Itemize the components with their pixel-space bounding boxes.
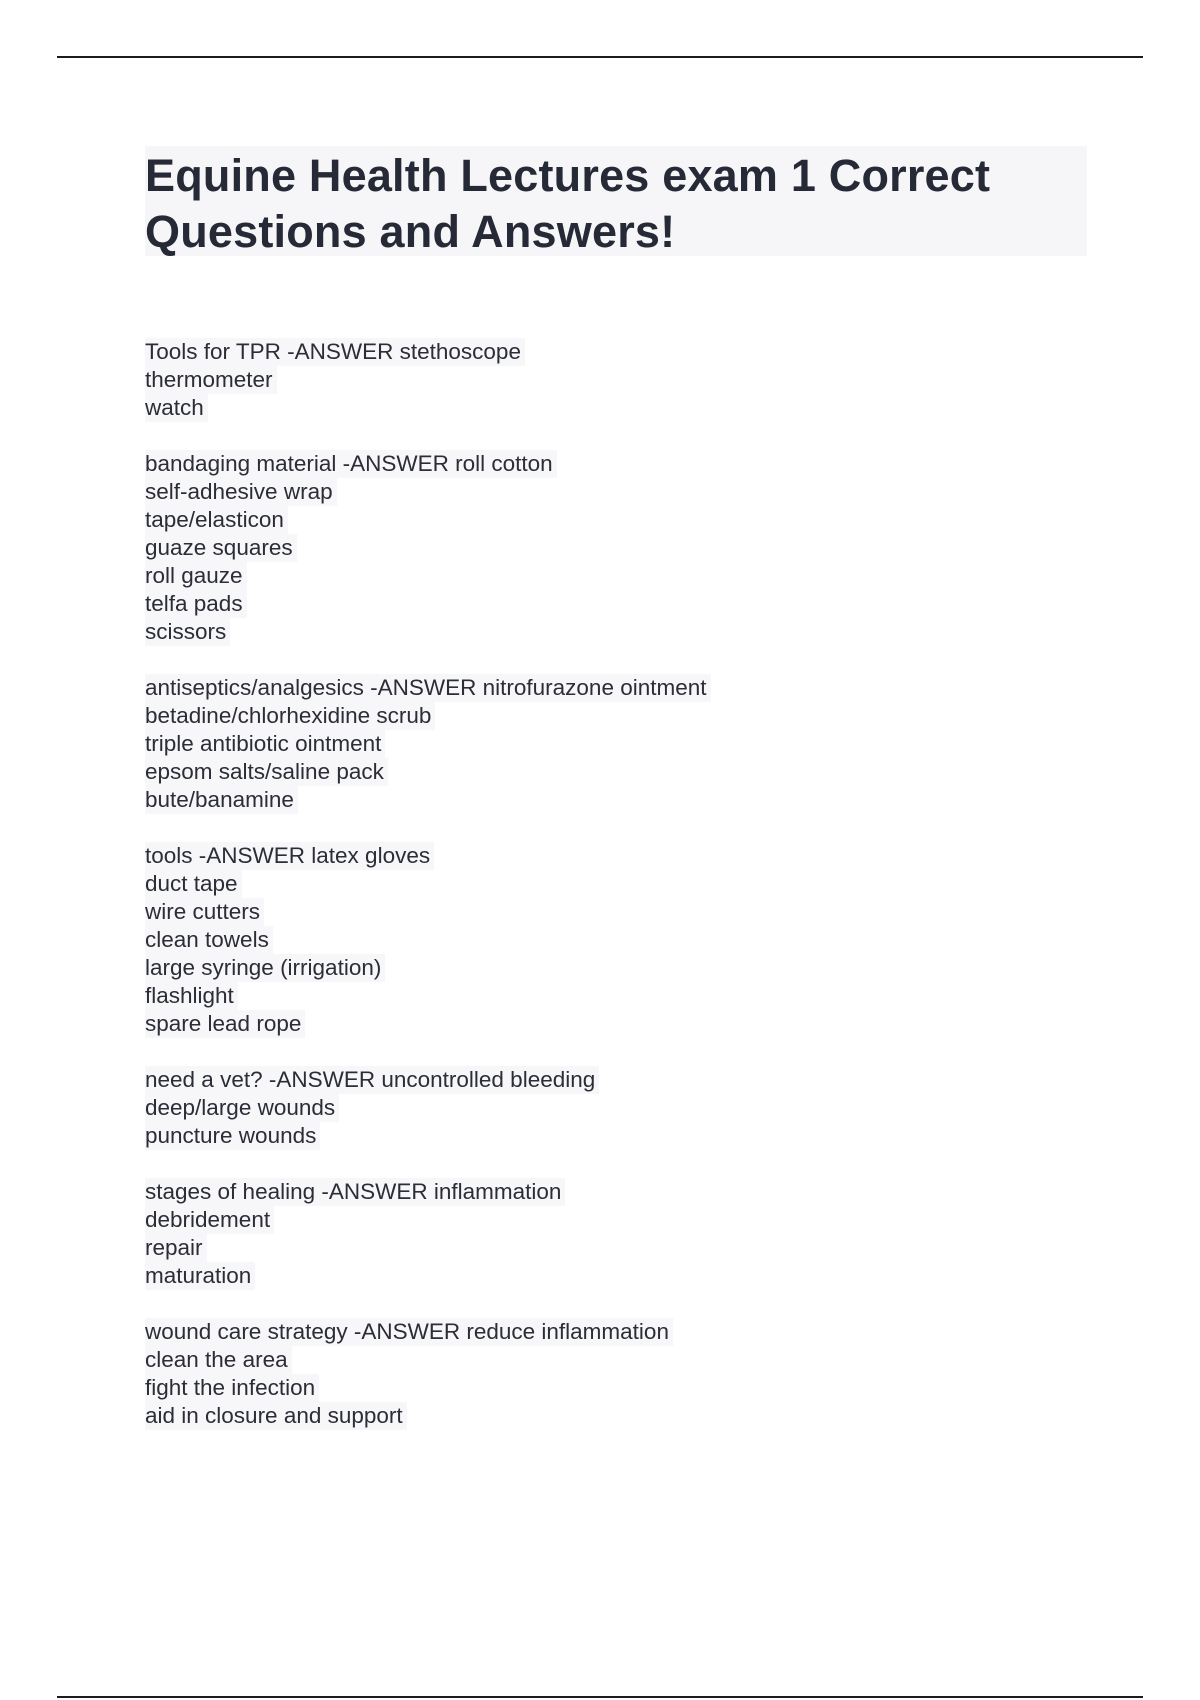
qa-answer-line: self-adhesive wrap xyxy=(145,478,337,506)
qa-answer-line: aid in closure and support xyxy=(145,1402,407,1430)
qa-answer-line: triple antibiotic ointment xyxy=(145,730,385,758)
qa-question-line: bandaging material -ANSWER roll cotton xyxy=(145,450,557,478)
page-title: Equine Health Lectures exam 1 Correct Questions and Answers! xyxy=(145,150,991,257)
title-block xyxy=(145,146,1087,256)
qa-answer-line: telfa pads xyxy=(145,590,247,618)
qa-answer-line: betadine/chlorhexidine scrub xyxy=(145,702,435,730)
qa-answer-line: bute/banamine xyxy=(145,786,298,814)
qa-answer-line: epsom salts/saline pack xyxy=(145,758,388,786)
qa-answer-line: puncture wounds xyxy=(145,1122,320,1150)
qa-answer-line: watch xyxy=(145,394,208,422)
qa-answer-line: guaze squares xyxy=(145,534,297,562)
qa-answer-line: large syringe (irrigation) xyxy=(145,954,385,982)
qa-answer-line: scissors xyxy=(145,618,230,646)
qa-item xyxy=(145,450,1085,646)
qa-question-line: stages of healing -ANSWER inflammation xyxy=(145,1178,565,1206)
qa-answer-line: wire cutters xyxy=(145,898,264,926)
qa-item xyxy=(145,1318,1085,1430)
qa-answer-line: thermometer xyxy=(145,366,277,394)
qa-answer-line: maturation xyxy=(145,1262,255,1290)
qa-question-line: Tools for TPR -ANSWER stethoscope xyxy=(145,338,525,366)
qa-answer-line: duct tape xyxy=(145,870,242,898)
qa-question-line: tools -ANSWER latex gloves xyxy=(145,842,434,870)
qa-answer-line: deep/large wounds xyxy=(145,1094,339,1122)
qa-answer-line: spare lead rope xyxy=(145,1010,305,1038)
page-top-rule xyxy=(57,56,1143,58)
qa-answer-line: debridement xyxy=(145,1206,274,1234)
qa-question-line: need a vet? -ANSWER uncontrolled bleeding xyxy=(145,1066,599,1094)
qa-answer-line: flashlight xyxy=(145,982,238,1010)
qa-item xyxy=(145,338,1085,422)
qa-answer-line: clean the area xyxy=(145,1346,292,1374)
qa-item xyxy=(145,842,1085,1038)
qa-answer-line: repair xyxy=(145,1234,207,1262)
qa-question-line: wound care strategy -ANSWER reduce inflammation xyxy=(145,1318,673,1346)
qa-list xyxy=(145,338,1085,1458)
qa-question-line: antiseptics/analgesics -ANSWER nitrofurazone ointment xyxy=(145,674,711,702)
qa-answer-line: clean towels xyxy=(145,926,273,954)
page-bottom-rule xyxy=(57,1696,1143,1698)
qa-answer-line: roll gauze xyxy=(145,562,247,590)
qa-item xyxy=(145,674,1085,814)
qa-item xyxy=(145,1178,1085,1290)
qa-answer-line: tape/elasticon xyxy=(145,506,288,534)
qa-answer-line: fight the infection xyxy=(145,1374,319,1402)
qa-item xyxy=(145,1066,1085,1150)
